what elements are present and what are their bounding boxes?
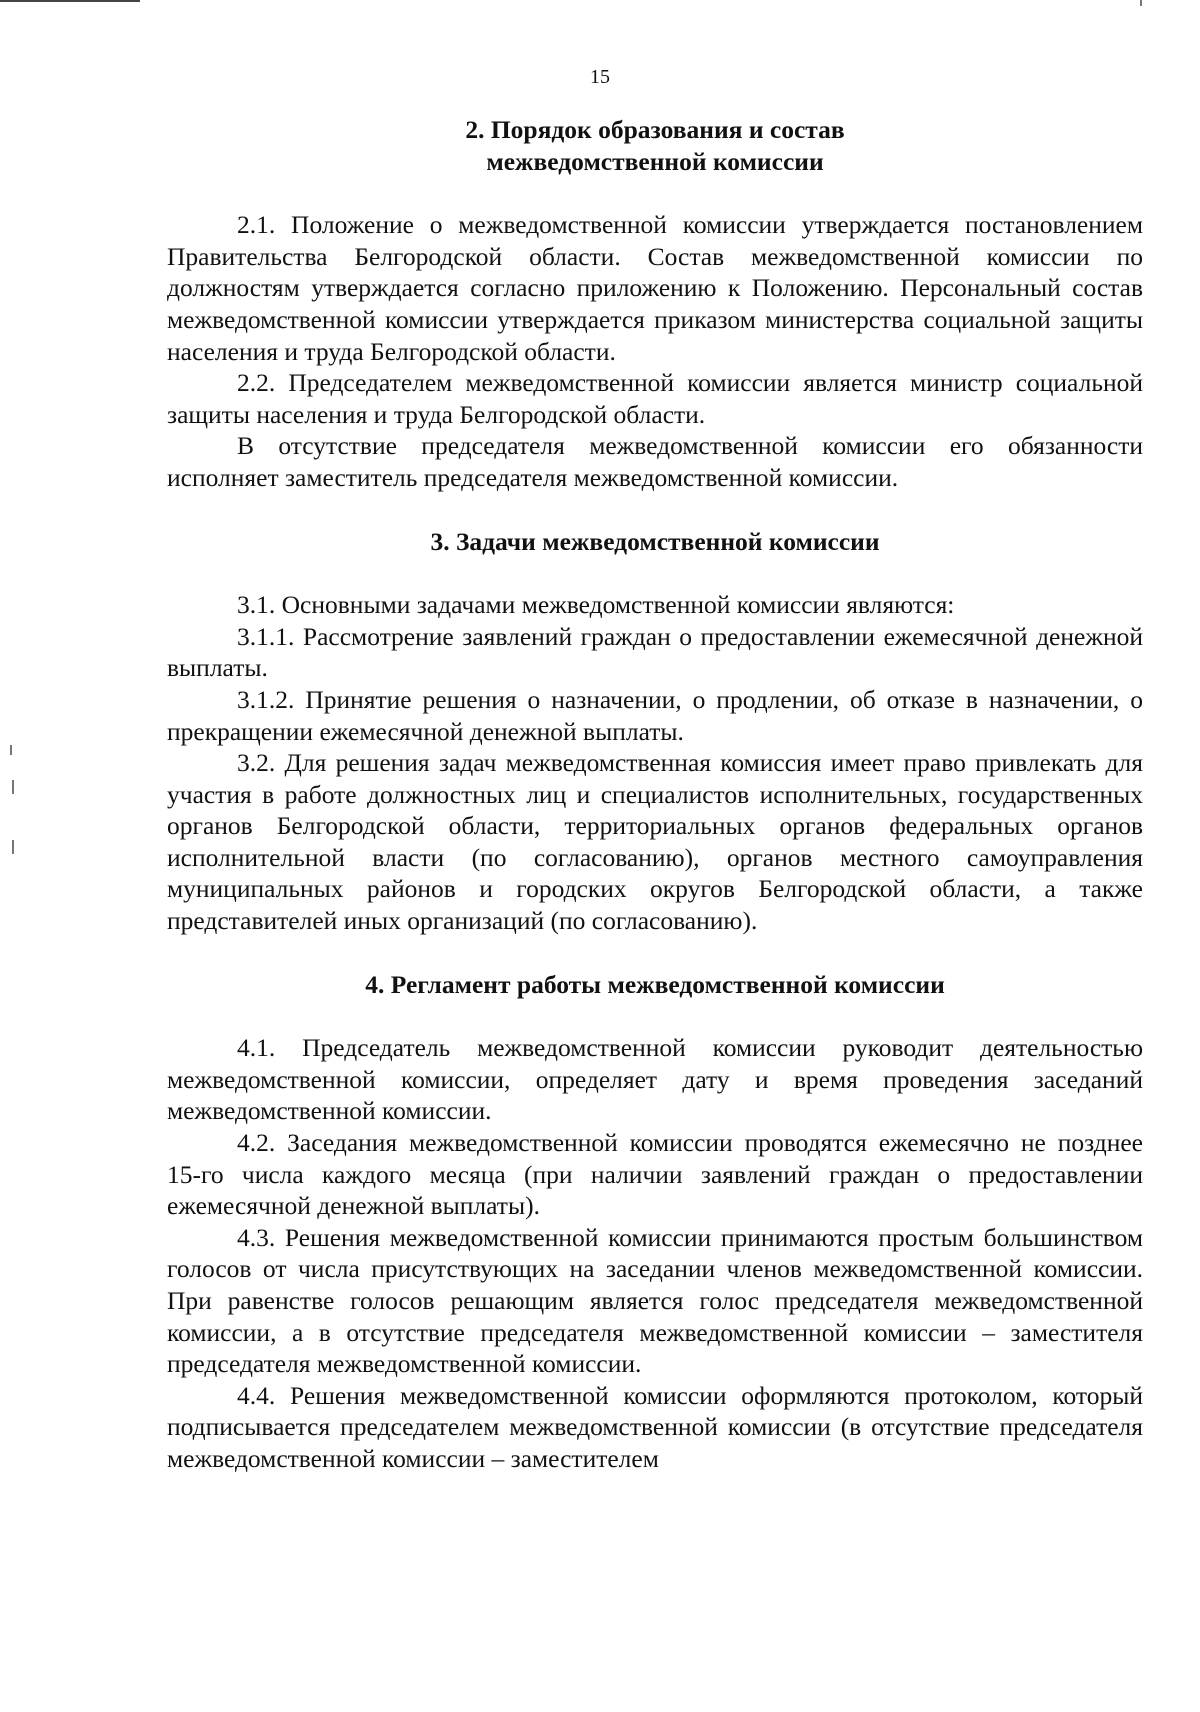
paragraph: 4.2. Заседания межведомственной комиссии проводятся ежемесячно не позднее 15-го числа каждого месяца (при наличии заявлений граждан о предоставлении ежемесячной денежной выплаты). bbox=[167, 1128, 1143, 1221]
paragraph: 3.1. Основными задачами межведомственной комиссии являются: bbox=[237, 590, 955, 620]
heading-line: 4. Регламент работы межведомственной комиссии bbox=[365, 969, 945, 999]
scan-mark bbox=[1140, 0, 1142, 6]
page-number: 15 bbox=[590, 66, 610, 88]
scan-edge-line bbox=[0, 0, 140, 2]
paragraph: В отсутствие председателя межведомственной комиссии его обязанности исполняет заместитель председателя межведомственной комиссии. bbox=[167, 431, 1143, 492]
scan-mark bbox=[10, 745, 12, 755]
scan-mark bbox=[12, 780, 14, 794]
section-heading bbox=[167, 114, 1143, 177]
paragraph: 4.3. Решения межведомственной комиссии принимаются простым большинством голосов от числа присутствующих на заседании членов межведомственной комиссии. При равенстве голосов решающим является голос председателя межведомственной комиссии, а в отсутствие председателя межведомственной комиссии – заместителя председателя межведомственной комиссии. bbox=[167, 1222, 1143, 1379]
paragraph: 2.1. Положение о межведомственной комиссии утверждается постановлением Правительства Белгородской области. Состав межведомственной комиссии по должностям утверждается согласно приложению к Положению. Персональный состав межведомственной комиссии утверждается приказом министерства социальной защиты населения и труда Белгородской области. bbox=[167, 210, 1143, 366]
heading-line: 2. Порядок образования и состав bbox=[465, 115, 845, 144]
section-heading bbox=[167, 969, 1143, 1001]
paragraph: 3.2. Для решения задач межведомственная комиссия имеет право привлекать для участия в работе должностных лиц и специалистов исполнительных, государственных органов Белгородской области, территориальных органов федеральных органов исполнительной власти (по согласованию), органов местного самоуправления муниципальных районов и городских округов Белгородской области, а также представителей иных организаций (по согласованию). bbox=[167, 748, 1143, 936]
document-body bbox=[167, 114, 1143, 1475]
scan-mark bbox=[12, 840, 14, 854]
paragraph: 3.1.2. Принятие решения о назначении, о продлении, об отказе в назначении, о прекращении ежемесячной денежной выплаты. bbox=[167, 684, 1143, 746]
paragraph: 2.2. Председателем межведомственной комиссии является министр социальной защиты населения и труда Белгородской области. bbox=[167, 368, 1143, 429]
paragraph: 4.1. Председатель межведомственной комиссии руководит деятельностью межведомственной комиссии, определяет дату и время проведения заседаний межведомственной комиссии. bbox=[167, 1033, 1143, 1126]
paragraph: 4.4. Решения межведомственной комиссии оформляются протоколом, который подписывается председателем межведомственной комиссии (в отсутствие председателя межведомственной комиссии – заместителем bbox=[167, 1380, 1143, 1473]
section-heading bbox=[167, 526, 1143, 558]
heading-line: 3. Задачи межведомственной комиссии bbox=[430, 526, 880, 556]
heading-line: межведомственной комиссии bbox=[486, 146, 824, 176]
paragraph: 3.1.1. Рассмотрение заявлений граждан о предоставлении ежемесячной денежной выплаты. bbox=[167, 621, 1143, 683]
